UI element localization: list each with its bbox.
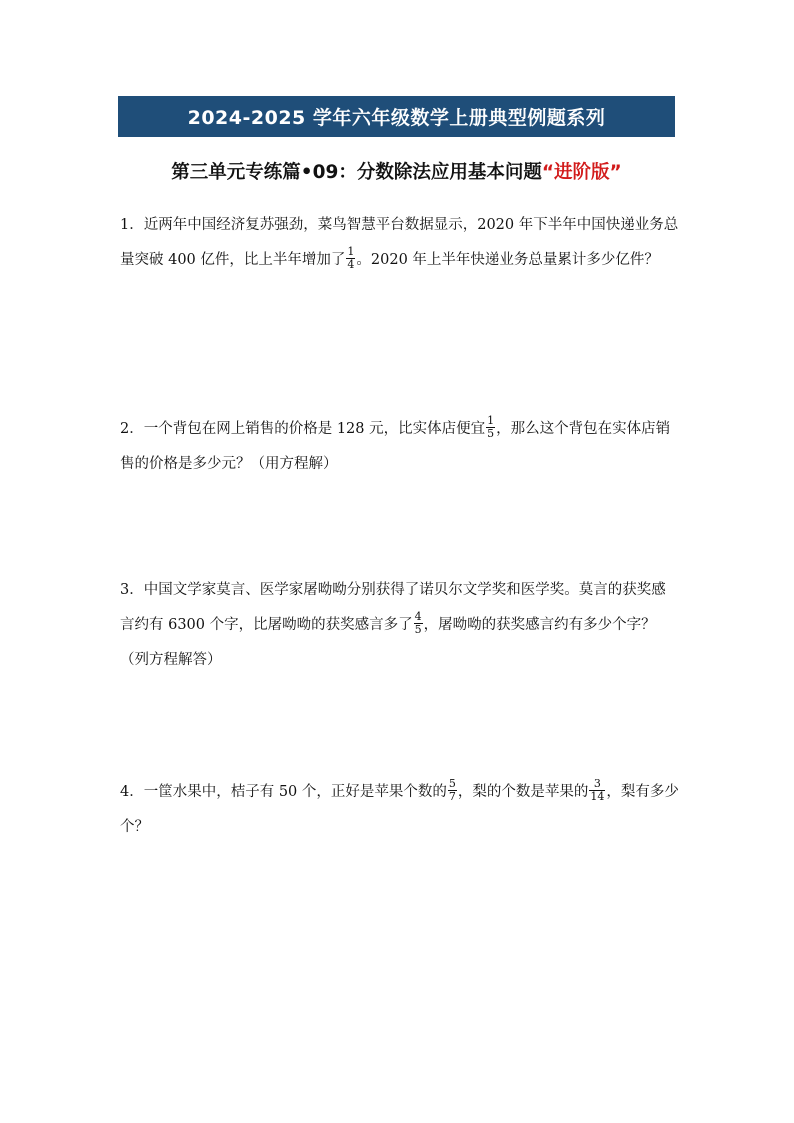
fraction-denominator: 14 [590, 789, 605, 803]
fraction-denominator: 4 [347, 257, 355, 271]
fraction [589, 778, 605, 803]
question-text: 。2020 年上半年快递业务总量累计多少亿件？ [356, 252, 659, 268]
banner-title: 2024-2025 学年六年级数学上册典型例题系列 [187, 107, 606, 129]
question-4 [120, 775, 680, 845]
fraction-numerator: 4 [414, 609, 422, 623]
question-3 [120, 573, 680, 678]
question-text: 4．一筐水果中，桔子有 50 个，正好是苹果个数的 [120, 784, 447, 800]
fraction [486, 415, 495, 440]
subtitle [118, 158, 675, 184]
question-1 [120, 208, 680, 278]
question-text: 1．近两年中国经济复苏强劲，菜鸟智慧平台数据显示，2020 年下半年中国快递业务总量突破 400 亿件，比上半年增加了 [120, 217, 679, 268]
fraction-numerator: 1 [347, 244, 355, 258]
subtitle-highlight: “进阶版” [541, 162, 622, 183]
question-text: ，梨有多少个？ [120, 784, 679, 835]
fraction-denominator: 7 [448, 789, 456, 803]
fraction-numerator: 5 [448, 776, 456, 790]
fraction [448, 778, 457, 803]
fraction-denominator: 5 [414, 622, 422, 636]
subtitle-main: 第三单元专练篇•09：分数除法应用基本问题 [171, 162, 542, 183]
question-text: ，屠呦呦的获奖感言约有多少个字？（列方程解答） [120, 617, 656, 668]
fraction-denominator: 5 [487, 426, 495, 440]
question-text: 3．中国文学家莫言、医学家屠呦呦分别获得了诺贝尔文学奖和医学奖。莫言的获奖感言约有 6300 个字，比屠呦呦的获奖感言多了 [120, 582, 666, 633]
fraction [346, 246, 355, 271]
question-text: ，那么这个背包在实体店销售的价格是多少元？（用方程解） [120, 421, 671, 472]
question-2 [120, 412, 680, 482]
question-text: 2．一个背包在网上销售的价格是 128 元，比实体店便宜 [120, 421, 486, 437]
fraction-numerator: 1 [487, 413, 495, 427]
question-text: ，梨的个数是苹果的 [457, 784, 589, 800]
fraction-numerator: 3 [593, 776, 601, 790]
fraction [414, 611, 423, 636]
title-banner [118, 96, 675, 137]
